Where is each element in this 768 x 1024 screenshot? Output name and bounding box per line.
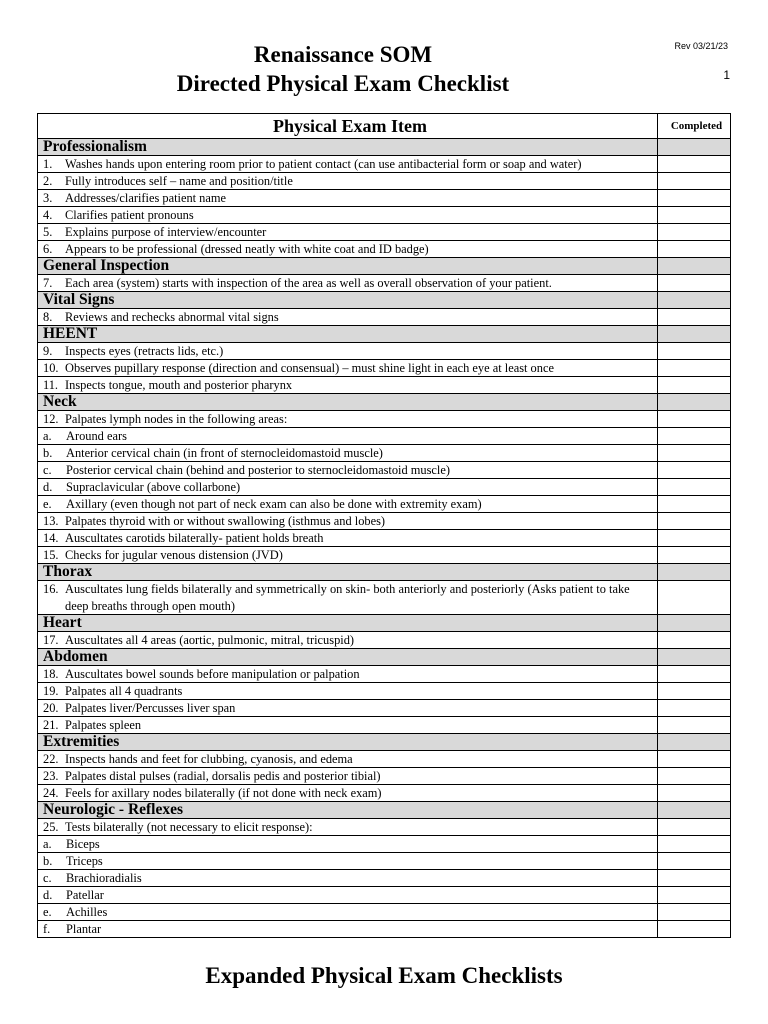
checklist-item-row: [38, 666, 731, 683]
completed-checkbox-cell[interactable]: [658, 428, 731, 445]
checklist-item: [38, 581, 658, 615]
checklist-item: [38, 343, 658, 360]
completed-checkbox-cell[interactable]: [658, 683, 731, 700]
item-text: Fully introduces self – name and position/title: [65, 174, 293, 188]
section-completed-cell: [658, 258, 731, 275]
completed-checkbox-cell[interactable]: [658, 275, 731, 292]
checklist-subitem-row: [38, 462, 731, 479]
checklist-subitem-row: [38, 445, 731, 462]
completed-checkbox-cell[interactable]: [658, 904, 731, 921]
completed-checkbox-cell[interactable]: [658, 870, 731, 887]
section-title: Professionalism: [38, 139, 658, 156]
checklist-subitem: [38, 904, 658, 921]
section-header-row: [38, 139, 731, 156]
subitem-letter: a.: [43, 837, 52, 851]
item-number: 16.: [43, 582, 59, 596]
checklist-item: [38, 411, 658, 428]
checklist-subitem: [38, 445, 658, 462]
checklist-subitem-row: [38, 836, 731, 853]
item-number: 9.: [43, 344, 53, 358]
item-text: Each area (system) starts with inspection of the area as well as overall observation of your patient.: [65, 276, 552, 290]
subitem-text: Achilles: [66, 905, 108, 919]
section-title: HEENT: [38, 326, 658, 343]
checklist-subitem-row: [38, 904, 731, 921]
section-header-row: [38, 564, 731, 581]
item-text: Addresses/clarifies patient name: [65, 191, 227, 205]
section-header-row: [38, 292, 731, 309]
document-title: [0, 40, 686, 98]
checklist-subitem: [38, 496, 658, 513]
completed-checkbox-cell[interactable]: [658, 411, 731, 428]
subitem-letter: b.: [43, 446, 53, 460]
item-number: 7.: [43, 276, 53, 290]
subitem-text: Brachioradialis: [66, 871, 142, 885]
checklist-subitem-row: [38, 870, 731, 887]
item-number: 24.: [43, 786, 59, 800]
item-number: 20.: [43, 701, 59, 715]
item-number: 10.: [43, 361, 59, 375]
section-title: Extremities: [38, 734, 658, 751]
item-number: 1.: [43, 157, 53, 171]
revision-date: Rev 03/21/23: [674, 41, 728, 51]
section-title: Neurologic - Reflexes: [38, 802, 658, 819]
item-number: 6.: [43, 242, 53, 256]
checklist-item: [38, 683, 658, 700]
subitem-letter: d.: [43, 480, 53, 494]
checklist-item: [38, 700, 658, 717]
checklist-item-row: [38, 275, 731, 292]
item-number: 2.: [43, 174, 53, 188]
completed-checkbox-cell[interactable]: [658, 156, 731, 173]
completed-checkbox-cell[interactable]: [658, 666, 731, 683]
subitem-text: Biceps: [66, 837, 100, 851]
checklist-subitem-row: [38, 921, 731, 938]
table-header-row: [38, 114, 731, 139]
checklist-item-row: [38, 309, 731, 326]
item-text: Explains purpose of interview/encounter: [65, 225, 267, 239]
expanded-checklists-heading: Expanded Physical Exam Checklists: [205, 963, 563, 988]
completed-checkbox-cell[interactable]: [658, 785, 731, 802]
completed-checkbox-cell[interactable]: [658, 921, 731, 938]
checklist-subitem: [38, 428, 658, 445]
completed-checkbox-cell[interactable]: [658, 462, 731, 479]
section-header-row: [38, 734, 731, 751]
section-header-row: [38, 326, 731, 343]
checklist-item-row: [38, 530, 731, 547]
checklist-item-row: [38, 224, 731, 241]
completed-checkbox-cell[interactable]: [658, 377, 731, 394]
checklist-subitem-row: [38, 887, 731, 904]
checklist-item-row: [38, 411, 731, 428]
item-number: 18.: [43, 667, 59, 681]
item-text: Palpates lymph nodes in the following areas:: [65, 412, 288, 426]
completed-checkbox-cell[interactable]: [658, 547, 731, 564]
completed-checkbox-cell[interactable]: [658, 530, 731, 547]
subitem-text: Supraclavicular (above collarbone): [66, 480, 241, 494]
subitem-text: Plantar: [66, 922, 102, 936]
checklist-item: [38, 530, 658, 547]
checklist-item: [38, 513, 658, 530]
checklist-item-row: [38, 343, 731, 360]
completed-checkbox-cell[interactable]: [658, 190, 731, 207]
item-text: Palpates liver/Percusses liver span: [65, 701, 236, 715]
item-number: 25.: [43, 820, 59, 834]
completed-checkbox-cell[interactable]: [658, 479, 731, 496]
checklist-item: [38, 666, 658, 683]
completed-checkbox-cell[interactable]: [658, 853, 731, 870]
completed-checkbox-cell[interactable]: [658, 717, 731, 734]
section-completed-cell: [658, 394, 731, 411]
subitem-letter: d.: [43, 888, 53, 902]
checklist-item-row: [38, 700, 731, 717]
item-text: Palpates distal pulses (radial, dorsalis pedis and posterior tibial): [65, 769, 381, 783]
checklist-item: [38, 717, 658, 734]
section-title: Abdomen: [38, 649, 658, 666]
subitem-text: Patellar: [66, 888, 104, 902]
section-title: Heart: [38, 615, 658, 632]
exam-checklist-table: [37, 113, 731, 938]
item-number: 11.: [43, 378, 59, 392]
checklist-item-row: [38, 819, 731, 836]
checklist-item-row: [38, 190, 731, 207]
checklist-item: [38, 241, 658, 258]
checklist-item: [38, 173, 658, 190]
checklist-item: [38, 275, 658, 292]
item-text: Inspects tongue, mouth and posterior pharynx: [65, 378, 293, 392]
checklist-subitem: [38, 887, 658, 904]
item-text: Clarifies patient pronouns: [65, 208, 194, 222]
section-completed-cell: [658, 326, 731, 343]
column-header-completed: Completed: [658, 114, 731, 139]
column-header-item: Physical Exam Item: [38, 114, 658, 139]
item-text: Inspects eyes (retracts lids, etc.): [65, 344, 224, 358]
item-number: 3.: [43, 191, 53, 205]
checklist-item-row: [38, 785, 731, 802]
item-text: Auscultates lung fields bilaterally and symmetrically on skin- both anteriorly and posteriorly (Asks patient to take deep breaths through open mouth): [65, 582, 630, 613]
item-text: Palpates spleen: [65, 718, 142, 732]
checklist-subitem: [38, 462, 658, 479]
item-number: 5.: [43, 225, 53, 239]
completed-checkbox-cell[interactable]: [658, 581, 731, 615]
item-text: Observes pupillary response (direction and consensual) – must shine light in each eye at least once: [65, 361, 554, 375]
title-line-2: Directed Physical Exam Checklist: [176, 71, 510, 96]
item-number: 23.: [43, 769, 59, 783]
checklist-subitem: [38, 836, 658, 853]
completed-checkbox-cell[interactable]: [658, 207, 731, 224]
checklist-item-row: [38, 751, 731, 768]
item-number: 21.: [43, 718, 59, 732]
subitem-letter: c.: [43, 871, 52, 885]
completed-checkbox-cell[interactable]: [658, 496, 731, 513]
item-number: 17.: [43, 633, 59, 647]
subitem-text: Triceps: [66, 854, 103, 868]
item-number: 13.: [43, 514, 59, 528]
checklist-item-row: [38, 632, 731, 649]
item-text: Auscultates carotids bilaterally- patient holds breath: [65, 531, 324, 545]
subitem-text: Axillary (even though not part of neck exam can also be done with extremity exam): [66, 497, 482, 511]
section-completed-cell: [658, 292, 731, 309]
completed-checkbox-cell[interactable]: [658, 513, 731, 530]
completed-checkbox-cell[interactable]: [658, 224, 731, 241]
section-header-row: [38, 615, 731, 632]
subitem-text: Posterior cervical chain (behind and posterior to sternocleidomastoid muscle): [66, 463, 450, 477]
section-completed-cell: [658, 139, 731, 156]
subitem-letter: c.: [43, 463, 52, 477]
checklist-subitem-row: [38, 479, 731, 496]
subitem-letter: b.: [43, 854, 53, 868]
checklist-item: [38, 768, 658, 785]
checklist-item: [38, 377, 658, 394]
section-title: Vital Signs: [38, 292, 658, 309]
completed-checkbox-cell[interactable]: [658, 360, 731, 377]
item-text: Feels for axillary nodes bilaterally (if not done with neck exam): [65, 786, 382, 800]
checklist-item: [38, 224, 658, 241]
completed-checkbox-cell[interactable]: [658, 700, 731, 717]
section-title: General Inspection: [38, 258, 658, 275]
page-number: 1: [723, 68, 730, 82]
checklist-subitem: [38, 921, 658, 938]
item-number: 15.: [43, 548, 59, 562]
checklist-subitem-row: [38, 428, 731, 445]
checklist-item-row: [38, 581, 731, 615]
section-completed-cell: [658, 649, 731, 666]
subitem-letter: f.: [43, 922, 51, 936]
checklist-item-row: [38, 683, 731, 700]
checklist-item: [38, 207, 658, 224]
checklist-item-row: [38, 513, 731, 530]
checklist-item-row: [38, 156, 731, 173]
section-header-row: [38, 394, 731, 411]
subitem-letter: e.: [43, 497, 52, 511]
completed-checkbox-cell[interactable]: [658, 173, 731, 190]
checklist-subitem-row: [38, 496, 731, 513]
item-number: 12.: [43, 412, 59, 426]
checklist-item: [38, 156, 658, 173]
item-text: Tests bilaterally (not necessary to elicit response):: [65, 820, 313, 834]
checklist-item-row: [38, 360, 731, 377]
section-header-row: [38, 258, 731, 275]
item-number: 22.: [43, 752, 59, 766]
completed-checkbox-cell[interactable]: [658, 241, 731, 258]
completed-checkbox-cell[interactable]: [658, 309, 731, 326]
item-number: 14.: [43, 531, 59, 545]
section-title: Neck: [38, 394, 658, 411]
item-text: Inspects hands and feet for clubbing, cyanosis, and edema: [65, 752, 353, 766]
item-text: Checks for jugular venous distension (JVD): [65, 548, 283, 562]
completed-checkbox-cell[interactable]: [658, 819, 731, 836]
checklist-item-row: [38, 173, 731, 190]
checklist-item-row: [38, 377, 731, 394]
completed-checkbox-cell[interactable]: [658, 887, 731, 904]
item-text: Palpates all 4 quadrants: [65, 684, 183, 698]
completed-checkbox-cell[interactable]: [658, 768, 731, 785]
item-text: Reviews and rechecks abnormal vital signs: [65, 310, 279, 324]
item-text: Palpates thyroid with or without swallowing (isthmus and lobes): [65, 514, 386, 528]
checklist-item: [38, 785, 658, 802]
item-number: 8.: [43, 310, 53, 324]
checklist-item-row: [38, 241, 731, 258]
section-header-row: [38, 649, 731, 666]
checklist-item-row: [38, 207, 731, 224]
checklist-item-row: [38, 547, 731, 564]
section-header-row: [38, 802, 731, 819]
checklist-item: [38, 360, 658, 377]
subitem-letter: e.: [43, 905, 52, 919]
checklist-item: [38, 547, 658, 564]
section-completed-cell: [658, 802, 731, 819]
section-title: Thorax: [38, 564, 658, 581]
checklist-subitem-row: [38, 853, 731, 870]
checklist-item: [38, 819, 658, 836]
checklist-item-row: [38, 768, 731, 785]
title-line-1: Renaissance SOM: [253, 42, 433, 67]
completed-checkbox-cell[interactable]: [658, 836, 731, 853]
checklist-item-row: [38, 717, 731, 734]
subitem-letter: a.: [43, 429, 52, 443]
section-completed-cell: [658, 734, 731, 751]
section-completed-cell: [658, 615, 731, 632]
item-text: Washes hands upon entering room prior to patient contact (can use antibacterial form or soap and water): [65, 157, 582, 171]
completed-checkbox-cell[interactable]: [658, 632, 731, 649]
checklist-body: [38, 139, 731, 938]
item-number: 19.: [43, 684, 59, 698]
checklist-item: [38, 751, 658, 768]
checklist-subitem: [38, 479, 658, 496]
checklist-subitem: [38, 853, 658, 870]
checklist-item: [38, 190, 658, 207]
item-number: 4.: [43, 208, 53, 222]
checklist-item: [38, 632, 658, 649]
completed-checkbox-cell[interactable]: [658, 343, 731, 360]
completed-checkbox-cell[interactable]: [658, 445, 731, 462]
subitem-text: Anterior cervical chain (in front of sternocleidomastoid muscle): [66, 446, 383, 460]
item-text: Auscultates all 4 areas (aortic, pulmonic, mitral, tricuspid): [65, 633, 355, 647]
completed-checkbox-cell[interactable]: [658, 751, 731, 768]
checklist-subitem: [38, 870, 658, 887]
item-text: Auscultates bowel sounds before manipulation or palpation: [65, 667, 360, 681]
checklist-item: [38, 309, 658, 326]
section-completed-cell: [658, 564, 731, 581]
item-text: Appears to be professional (dressed neatly with white coat and ID badge): [65, 242, 429, 256]
subitem-text: Around ears: [66, 429, 127, 443]
